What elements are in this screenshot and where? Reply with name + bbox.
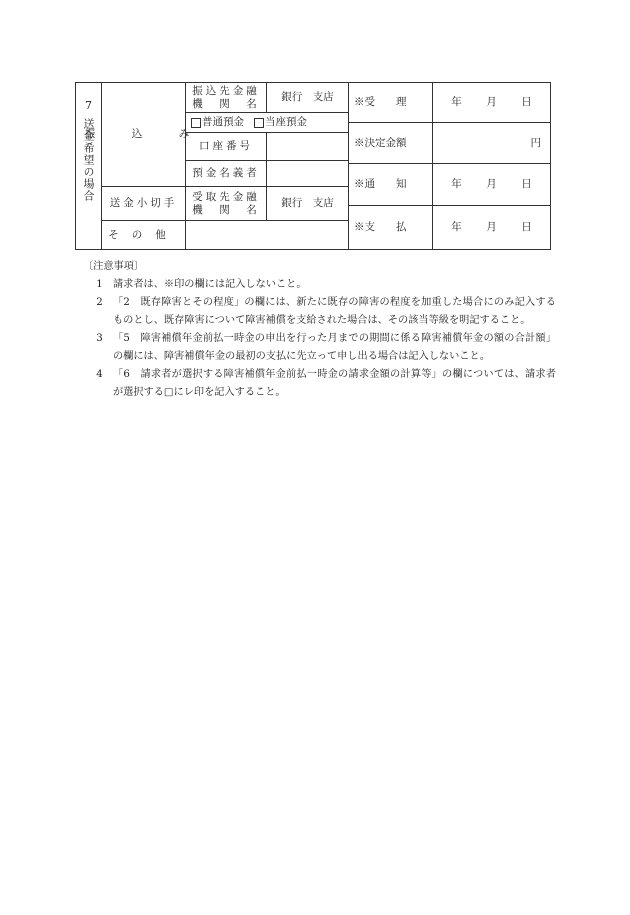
- transfer-bank-branch-field[interactable]: 銀行 支店: [267, 83, 349, 113]
- notified-date: 年 月 日: [433, 164, 550, 206]
- account-holder-label: 預金名義者: [186, 161, 267, 187]
- checkbox-ordinary[interactable]: [191, 118, 201, 128]
- decided-amount-label: ※決定金額: [349, 123, 433, 164]
- note-item: [86, 294, 556, 330]
- postal-check-bank-branch-field[interactable]: 銀行 支店: [267, 187, 349, 221]
- decided-amount-field: 円: [433, 123, 550, 164]
- paid-label: ※支 払: [349, 206, 433, 249]
- note-item: [86, 330, 556, 366]
- note-text: 「6 請求者が選択する障害補償年金前払一時金の請求金額の計算等」の欄については、請求者が選択する□にレ印を記入すること。: [113, 369, 556, 398]
- note-number: 3: [96, 333, 103, 344]
- account-number-field[interactable]: [267, 133, 349, 161]
- account-number-label: 口座番号: [186, 133, 267, 161]
- note-number: 4: [96, 369, 103, 380]
- note-text: 請求者は、※印の欄には記入しないこと。: [113, 279, 307, 290]
- note-item: [86, 366, 556, 402]
- postal-check-bank-name-label: 受取先金融 機 関 名: [186, 187, 267, 221]
- transfer-bank-name-label: 振込先金融 機 関 名: [186, 83, 267, 113]
- note-text: 「2 既存障害とその程度」の欄には、新たに既存の障害の程度を加重した場合にのみ記入するものとし、既存障害について障害補償を支給された場合は、その該当等級を明記すること。: [113, 297, 556, 326]
- notified-label: ※通 知: [349, 164, 433, 206]
- note-item: [86, 276, 556, 294]
- postal-check-label: 送金小切手: [102, 187, 186, 221]
- paid-date: 年 月 日: [451, 221, 532, 233]
- deposit-type-row: [186, 113, 349, 133]
- account-holder-field[interactable]: [267, 161, 349, 187]
- note-number: 1: [96, 279, 103, 290]
- section-number: 7: [85, 99, 92, 112]
- note-text: 「5 障害補償年金前払一時金の申出を行った月までの期間に係る障害補償年金の額の合計額」の欄には、障害補償年金の最初の支払に先立って申し出る場合は記入しないこと。: [113, 333, 556, 362]
- checkbox-current[interactable]: [254, 118, 264, 128]
- note-number: 2: [96, 297, 103, 308]
- transfer-label: 振 込 み: [102, 83, 186, 187]
- section-title: 送金希望の場合: [82, 118, 95, 202]
- notes-section: [83, 258, 556, 402]
- notes-heading: 〔注意事項〕: [83, 261, 145, 272]
- deposit-type-current: 当座預金: [265, 116, 307, 128]
- remittance-form-table: [75, 82, 551, 250]
- received-date: 年 月 日: [433, 83, 550, 123]
- section-7-header: [76, 83, 102, 249]
- other-label: その他: [102, 221, 186, 249]
- deposit-type-ordinary: 普通預金: [202, 116, 244, 128]
- received-label: ※受 理: [349, 83, 433, 123]
- other-field[interactable]: [186, 221, 349, 249]
